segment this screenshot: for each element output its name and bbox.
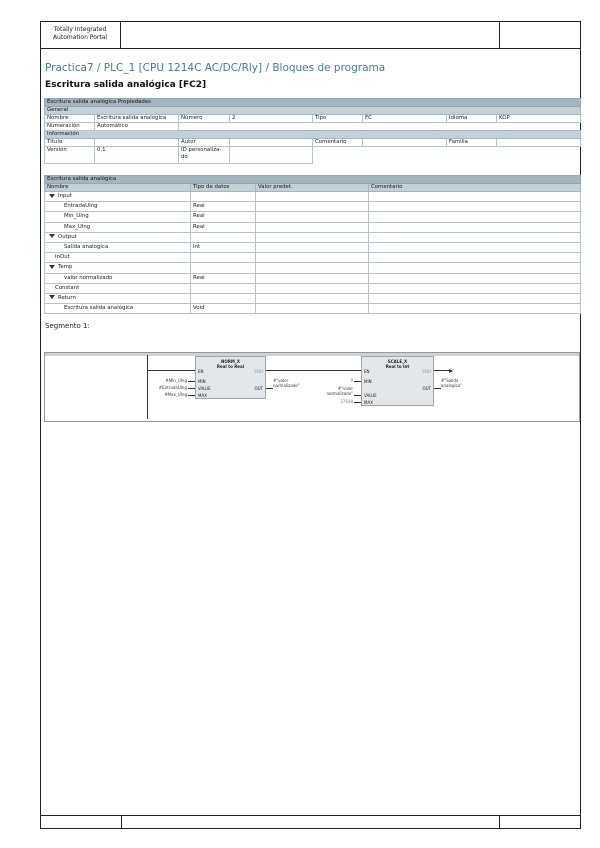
- ladder-network: [44, 352, 580, 422]
- wire: [266, 370, 361, 371]
- interface-row: [45, 304, 581, 314]
- interface-name-cell: [45, 283, 191, 293]
- cell: Escritura salida analógica: [95, 115, 179, 123]
- interface-name-cell: [45, 202, 191, 212]
- interface-default-cell: [256, 304, 369, 314]
- breadcrumb: Practica7 / PLC_1 [CPU 1214C AC/DC/Rly] / Bloques de programa: [45, 62, 386, 74]
- cell: Título: [45, 139, 95, 147]
- interface-name-cell: [45, 192, 191, 202]
- interface-type-cell: Real: [191, 202, 256, 212]
- interface-name: valor normalizado: [64, 274, 113, 281]
- cell: [497, 139, 581, 147]
- scale-x-max-pin: MAX: [364, 400, 373, 405]
- info-row: [45, 139, 581, 147]
- wire: [266, 388, 273, 389]
- cell: Número: [179, 115, 230, 123]
- norm-x-en-pin: EN: [198, 369, 204, 374]
- interface-type-cell: [191, 263, 256, 273]
- interface-type-cell: Int: [191, 242, 256, 252]
- norm-x-subtitle: Real to Real: [216, 364, 245, 369]
- general-row: [45, 123, 581, 131]
- interface-default-cell: [256, 202, 369, 212]
- interface-name: Min_UIng: [64, 213, 89, 220]
- cell: Familia: [447, 139, 497, 147]
- portal-line-1: Totally Integrated: [53, 26, 107, 33]
- expand-triangle-icon[interactable]: [49, 194, 55, 198]
- interface-name: EntradaUIng: [64, 203, 98, 210]
- interface-default-cell: [256, 192, 369, 202]
- cell: [230, 139, 313, 147]
- cell: [363, 139, 447, 147]
- interface-comment-cell: [369, 304, 581, 314]
- interface-name-cell: [45, 263, 191, 273]
- scale-x-box[interactable]: [361, 356, 434, 406]
- interface-default-cell: [256, 293, 369, 303]
- cell: KOP: [497, 115, 581, 123]
- interface-comment-cell: [369, 232, 581, 242]
- interface-type-cell: [191, 232, 256, 242]
- interface-name-cell: [45, 273, 191, 283]
- norm-x-max-pin: MAX: [198, 393, 207, 398]
- block-title: Escritura salida analógica [FC2]: [45, 80, 207, 90]
- scale-x-subtitle: Real to Int: [385, 364, 410, 369]
- interface-type-cell: Void: [191, 304, 256, 314]
- interface-type-cell: [191, 192, 256, 202]
- info-row: [45, 147, 581, 164]
- cell: Comentario: [313, 139, 363, 147]
- cell: ID personaliza-do: [179, 147, 230, 164]
- coil-arrow-icon: [449, 369, 453, 373]
- segment-label: Segmento 1:: [45, 322, 90, 330]
- interface-default-cell: [256, 283, 369, 293]
- column-header-type: Tipo de datos: [191, 184, 256, 192]
- interface-name: Temp: [58, 264, 73, 271]
- cell: [95, 139, 179, 147]
- interface-comment-cell: [369, 263, 581, 273]
- scale-x-out-pin: OUT: [422, 386, 431, 391]
- interface-row: [45, 253, 581, 263]
- wire: [354, 395, 361, 396]
- cell: Numeración: [45, 123, 95, 131]
- scale-value-operand-line2[interactable]: normalizado": [326, 391, 353, 396]
- interface-name: Escritura salida analógica: [64, 305, 134, 312]
- interface-name-cell: [45, 253, 191, 263]
- interface-name: Input: [58, 193, 72, 199]
- scale-x-eno-pin: ENO: [422, 369, 431, 374]
- scale-out-operand-line1[interactable]: #"Salida: [441, 378, 459, 383]
- interface-name-cell: [45, 293, 191, 303]
- interface-name: Max_UIng: [64, 223, 91, 230]
- wire: [434, 370, 450, 371]
- cell: 2: [230, 115, 313, 123]
- scale-x-min-pin: MIN: [364, 379, 372, 384]
- page-header: [40, 21, 581, 49]
- wire: [434, 388, 441, 389]
- interface-name: Constant: [55, 284, 80, 291]
- norm-x-box[interactable]: [195, 356, 266, 399]
- wire: [188, 388, 195, 389]
- page-footer: [40, 815, 581, 829]
- interface-default-cell: [256, 222, 369, 232]
- wire: [188, 381, 195, 382]
- scale-x-value-pin: VALUE: [364, 393, 377, 398]
- column-header-name: Nombre: [45, 184, 191, 192]
- cell: 0.1: [95, 147, 179, 164]
- interface-row: [45, 242, 581, 252]
- interface-comment-cell: [369, 212, 581, 222]
- interface-default-cell: [256, 232, 369, 242]
- interface-row: [45, 192, 581, 202]
- interface-comment-cell: [369, 192, 581, 202]
- interface-name-cell: [45, 212, 191, 222]
- interface-name: Return: [58, 294, 76, 301]
- interface-row: [45, 202, 581, 212]
- scale-x-en-pin: EN: [364, 369, 370, 374]
- interface-table: [44, 175, 581, 314]
- scale-x-title: SCALE_X: [387, 359, 408, 364]
- general-row: [45, 115, 581, 123]
- interface-comment-cell: [369, 242, 581, 252]
- interface-default-cell: [256, 273, 369, 283]
- info-label: Información: [45, 131, 581, 139]
- norm-x-eno-pin: ENO: [254, 369, 263, 374]
- properties-table: [44, 98, 581, 164]
- wire: [148, 370, 195, 371]
- footer-divider: [121, 816, 122, 829]
- cell: Idioma: [447, 115, 497, 123]
- norm-min-operand[interactable]: #Min_UIng: [165, 378, 187, 383]
- norm-x-value-pin: VALUE: [198, 386, 211, 391]
- norm-out-operand-line1[interactable]: #"valor: [273, 378, 289, 383]
- interface-row: [45, 232, 581, 242]
- interface-name: Salida analogica: [64, 243, 109, 250]
- norm-x-out-pin: OUT: [254, 386, 263, 391]
- interface-type-cell: Real: [191, 222, 256, 232]
- wire: [354, 402, 361, 403]
- norm-x-min-pin: MIN: [198, 379, 206, 384]
- interface-type-cell: Real: [191, 273, 256, 283]
- interface-row: [45, 222, 581, 232]
- expand-triangle-icon[interactable]: [49, 265, 55, 269]
- interface-default-cell: [256, 263, 369, 273]
- interface-default-cell: [256, 212, 369, 222]
- cell: [230, 147, 313, 164]
- interface-row: [45, 273, 581, 283]
- wire: [188, 395, 195, 396]
- cell: Versión: [45, 147, 95, 164]
- cell: Autor: [179, 139, 230, 147]
- interface-band: Escritura salida analógica: [45, 176, 581, 184]
- norm-max-operand[interactable]: #Max_UIng: [164, 392, 187, 397]
- interface-name-cell: [45, 304, 191, 314]
- interface-name-cell: [45, 232, 191, 242]
- interface-comment-cell: [369, 253, 581, 263]
- norm-x-title: NORM_X: [221, 359, 240, 364]
- footer-divider: [499, 816, 500, 829]
- interface-name-cell: [45, 242, 191, 252]
- column-header-comment: Comentario: [369, 184, 581, 192]
- interface-type-cell: [191, 253, 256, 263]
- cell: Automático: [95, 123, 179, 131]
- scale-max-operand[interactable]: 27648: [340, 399, 353, 404]
- properties-band: Escritura salida analógica Propiedades: [45, 99, 581, 107]
- header-divider: [499, 21, 500, 49]
- interface-name-cell: [45, 222, 191, 232]
- interface-row: [45, 283, 581, 293]
- interface-comment-cell: [369, 283, 581, 293]
- norm-value-operand[interactable]: #EntradaUIng: [158, 385, 187, 390]
- expand-triangle-icon[interactable]: [49, 234, 55, 238]
- cell: Nombre: [45, 115, 95, 123]
- portal-logo-cell: [40, 21, 121, 49]
- scale-out-operand-line2[interactable]: analogica": [441, 383, 463, 388]
- scale-min-operand[interactable]: 0: [350, 378, 353, 383]
- cell: Tipo: [313, 115, 363, 123]
- norm-out-operand-line2[interactable]: normalizado": [273, 383, 300, 388]
- interface-name: InOut: [55, 254, 70, 261]
- wire: [354, 381, 361, 382]
- interface-type-cell: [191, 293, 256, 303]
- portal-line-2: Automation Portal: [52, 34, 108, 41]
- interface-row: [45, 293, 581, 303]
- interface-comment-cell: [369, 202, 581, 212]
- cell: FC: [363, 115, 447, 123]
- interface-comment-cell: [369, 293, 581, 303]
- power-rail: [147, 355, 148, 419]
- interface-row: [45, 263, 581, 273]
- interface-name: Output: [58, 233, 77, 240]
- interface-type-cell: [191, 283, 256, 293]
- interface-default-cell: [256, 253, 369, 263]
- interface-comment-cell: [369, 273, 581, 283]
- interface-default-cell: [256, 242, 369, 252]
- interface-row: [45, 212, 581, 222]
- network-title-bar: [45, 353, 579, 356]
- column-header-default: Valor predet.: [256, 184, 369, 192]
- scale-value-operand-line1[interactable]: #"valor: [337, 386, 353, 391]
- expand-triangle-icon[interactable]: [49, 295, 55, 299]
- interface-type-cell: Real: [191, 212, 256, 222]
- interface-comment-cell: [369, 222, 581, 232]
- general-label: General: [45, 107, 581, 115]
